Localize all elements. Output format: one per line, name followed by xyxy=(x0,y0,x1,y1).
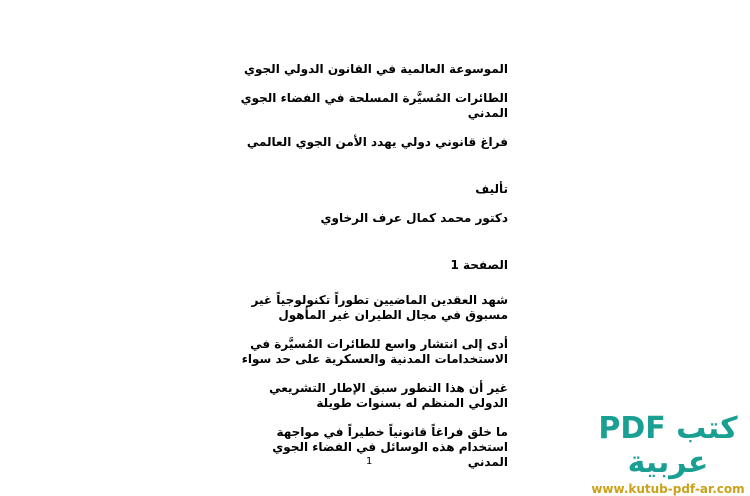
page-number: 1 xyxy=(366,456,373,467)
body-paragraph: أدى إلى انتشار واسع للطائرات المُسيَّرة في الاستخدامات المدنية والعسكرية على حد سواء xyxy=(241,337,508,366)
watermark-url: www.kutub-pdf-ar.com xyxy=(591,482,745,496)
author-heading: تأليف xyxy=(475,182,508,196)
subject-title: الطائرات المُسيَّرة المسلحة في الفضاء الجوي المدني xyxy=(240,91,508,120)
body-paragraph: ما خلق فراغاً قانونياً خطيراً في مواجهة استخدام هذه الوسائل في الفضاء الجوي المدني xyxy=(272,425,508,469)
text-column xyxy=(238,62,508,484)
author-name: دكتور محمد كمال عرف الرخاوي xyxy=(320,211,508,225)
watermark-title: كتب PDF عربية xyxy=(598,411,738,480)
page-label: الصفحة 1 xyxy=(450,258,508,272)
body-paragraph: شهد العقدين الماضيين تطوراً تكنولوجياً غير مسبوق في مجال الطيران غير المأهول xyxy=(251,293,508,322)
subtitle: فراغ قانوني دولي يهدد الأمن الجوي العالمي xyxy=(246,135,508,149)
encyclopedia-title: الموسوعة العالمية في القانون الدولي الجوي xyxy=(244,62,508,76)
body-paragraph: غير أن هذا التطور سبق الإطار التشريعي الدولي المنظم له بسنوات طويلة xyxy=(269,381,508,410)
site-watermark xyxy=(590,412,746,496)
